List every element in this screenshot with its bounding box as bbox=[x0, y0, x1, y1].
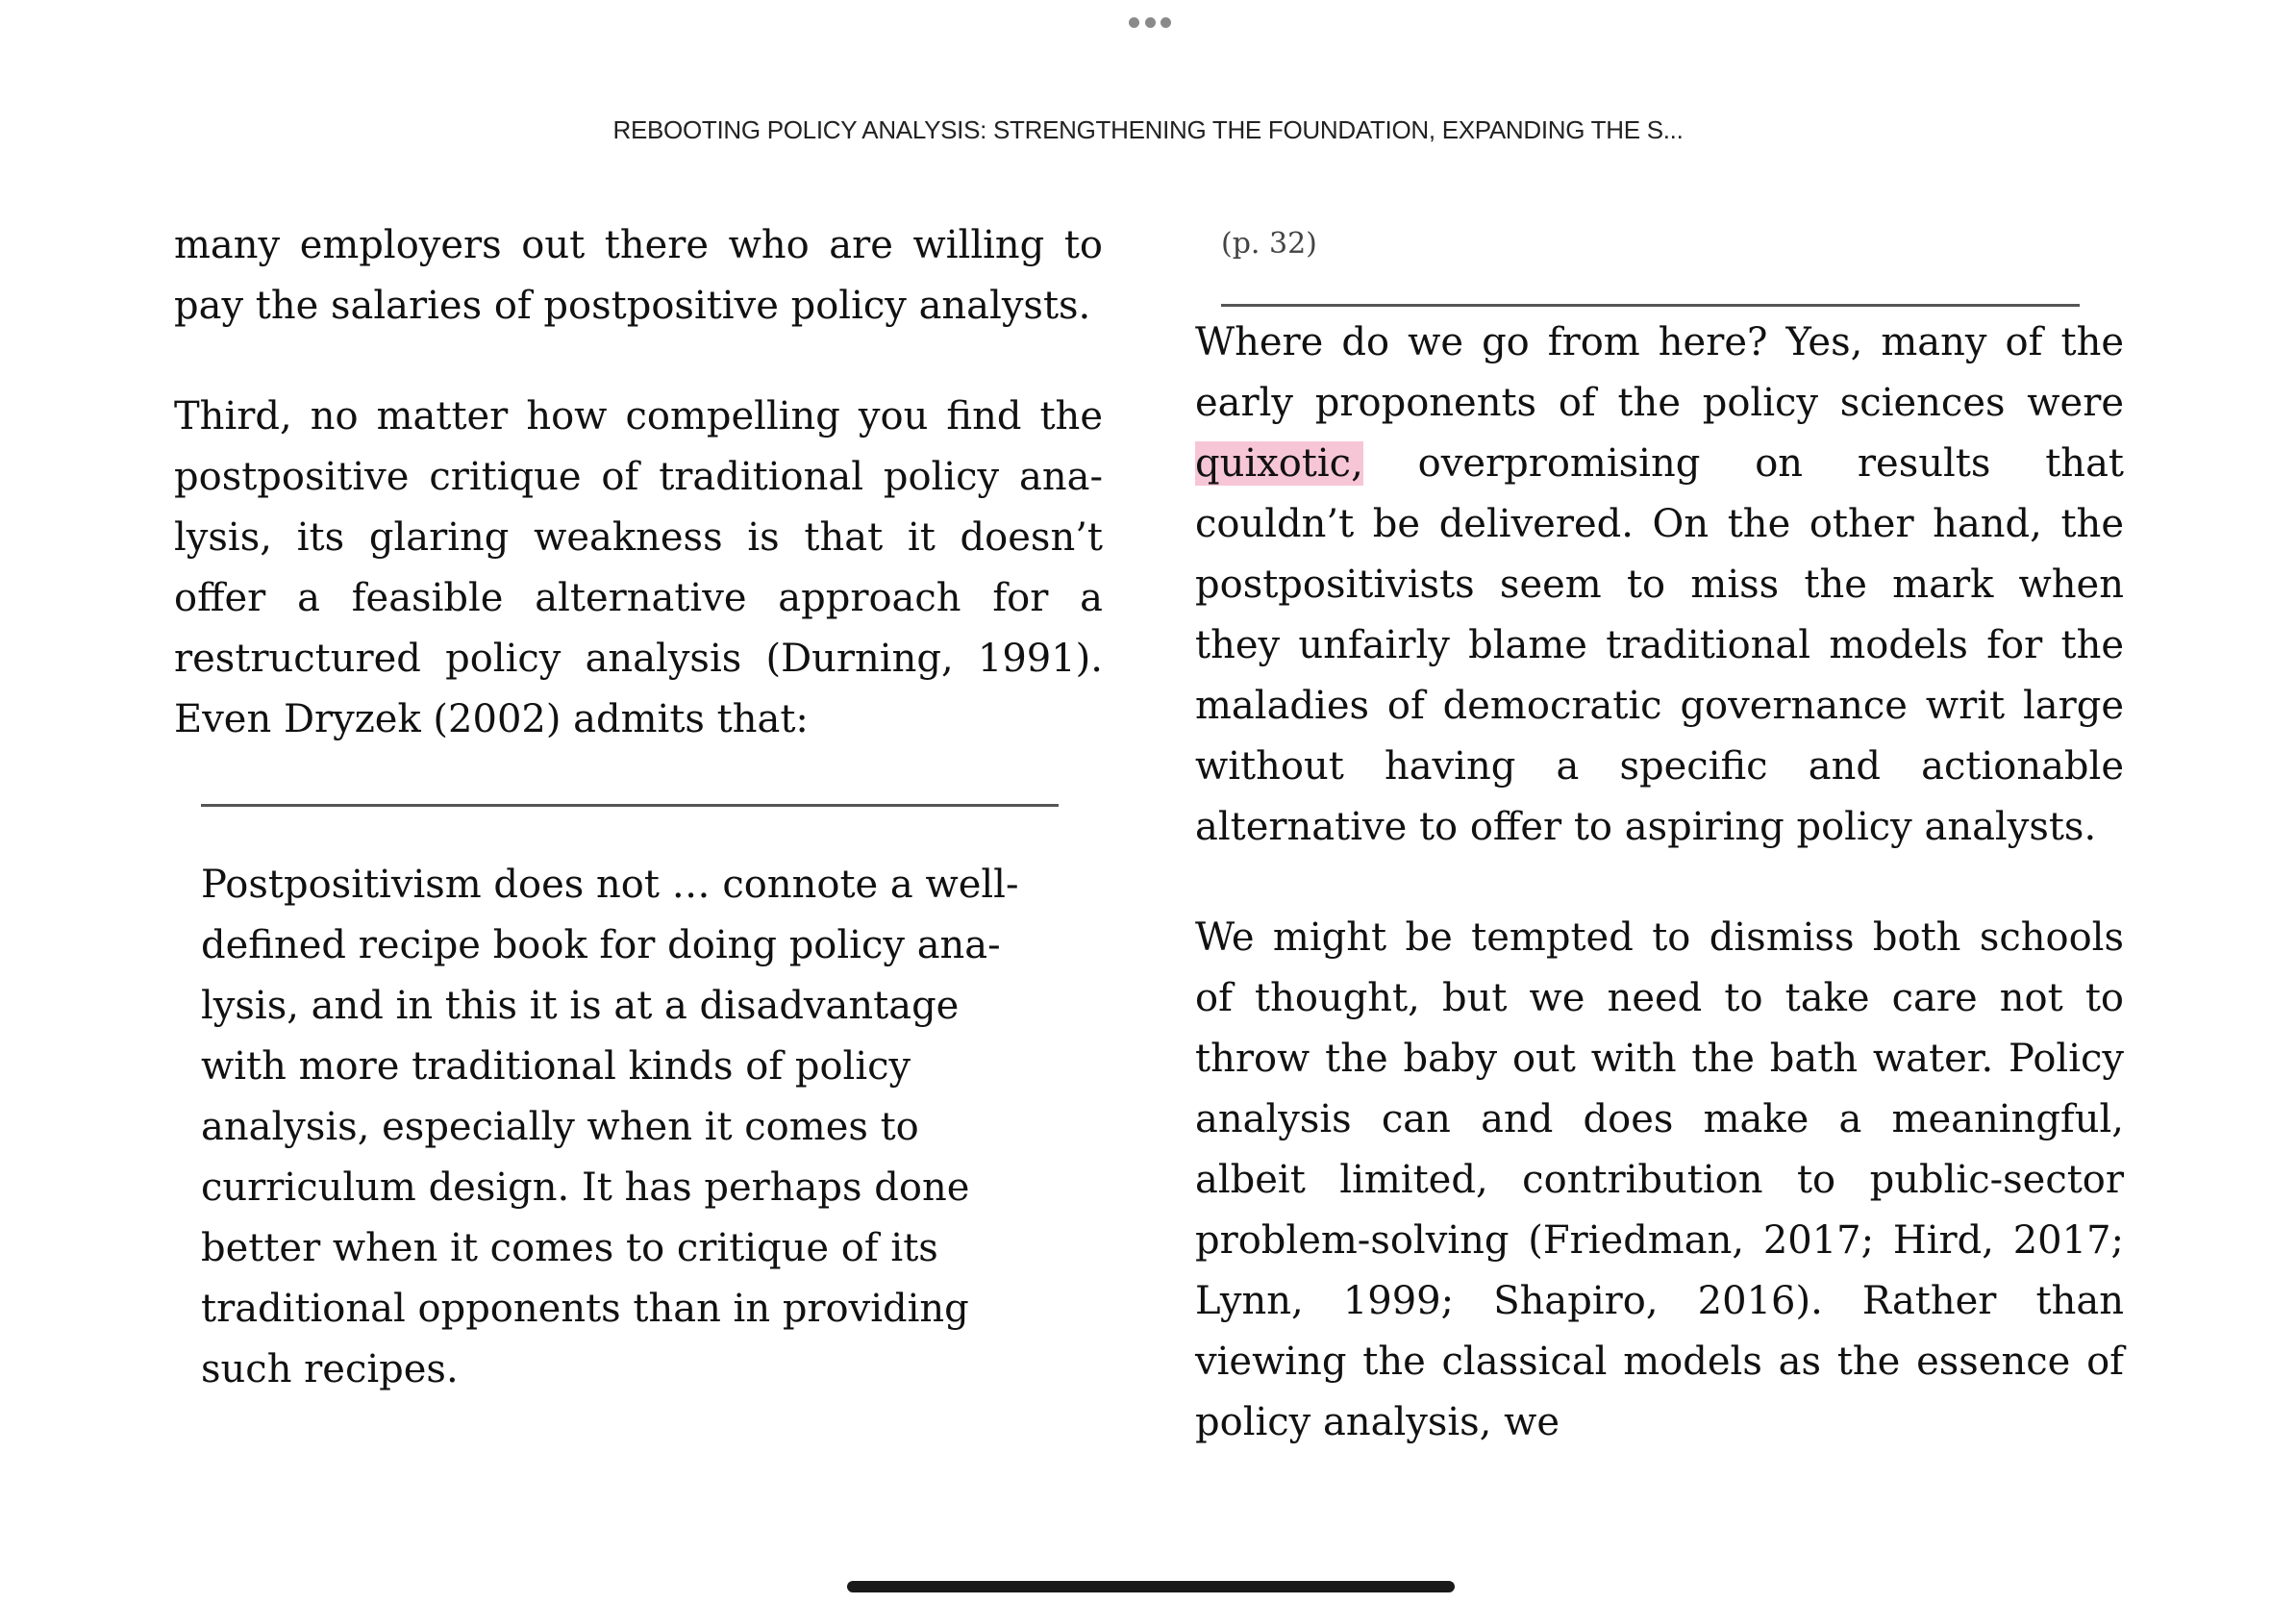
dot bbox=[1129, 17, 1139, 28]
paragraph: We might be tempted to dismiss both schools of thought, but we need to take care not to throw the baby out with the bath water. Policy analysis can and does make a meaningful, albeit limited, contribution to public-sector problem-solving (Friedman, 2017; Hird, 2017; Lynn, 1999; Shapiro, 2016). Rather than viewing the classical models as the essence of policy analysis, we bbox=[1195, 915, 2124, 1444]
paragraph: many employers out there who are willing to pay the salaries of postpositive policy analysts. bbox=[174, 223, 1103, 328]
highlighted-text[interactable]: quixotic, bbox=[1195, 441, 1363, 486]
block-quote: Postpositivism does not … connote a well-defined recipe book for doing policy analysis, and in this it is at a disadvantage with more traditional kinds of policy analysis, especially when it comes to curriculum design. It has perhaps done better when it comes to critique of its traditional opponents than in providing such recipes. bbox=[201, 863, 1019, 1391]
page-reference: (p. 32) bbox=[1221, 227, 1317, 261]
dot bbox=[1145, 17, 1156, 28]
home-indicator[interactable] bbox=[847, 1581, 1455, 1592]
paragraph-text: Where do we go from here? Yes, many of the early proponents of the policy sciences were bbox=[1195, 320, 2124, 425]
paragraph bbox=[1195, 313, 2124, 858]
right-page bbox=[1195, 215, 2124, 1453]
quote-divider bbox=[201, 804, 1059, 807]
paragraph-text: overpromising on results that couldn’t be delivered. On the other hand, the postpositivists seem to miss the mark when they unfairly blame traditional models for the maladies of democratic governance writ large without having a specific and actionable alternative to offer to aspiring policy analysts. bbox=[1195, 441, 2124, 849]
quote-divider bbox=[1221, 304, 2080, 307]
more-options-icon[interactable] bbox=[1129, 14, 1171, 30]
left-page bbox=[174, 215, 1103, 1400]
book-title: REBOOTING POLICY ANALYSIS: STRENGTHENING THE FOUNDATION, EXPANDING THE S... bbox=[612, 115, 1684, 144]
paragraph: Third, no matter how compelling you find the postpositive critique of traditional policy analysis, its glaring weakness is that it doesn’t offer a feasible alternative approach for a restructured policy analysis (Durning, 1991). Even Dryzek (2002) admits that: bbox=[174, 394, 1103, 741]
dot bbox=[1160, 17, 1171, 28]
